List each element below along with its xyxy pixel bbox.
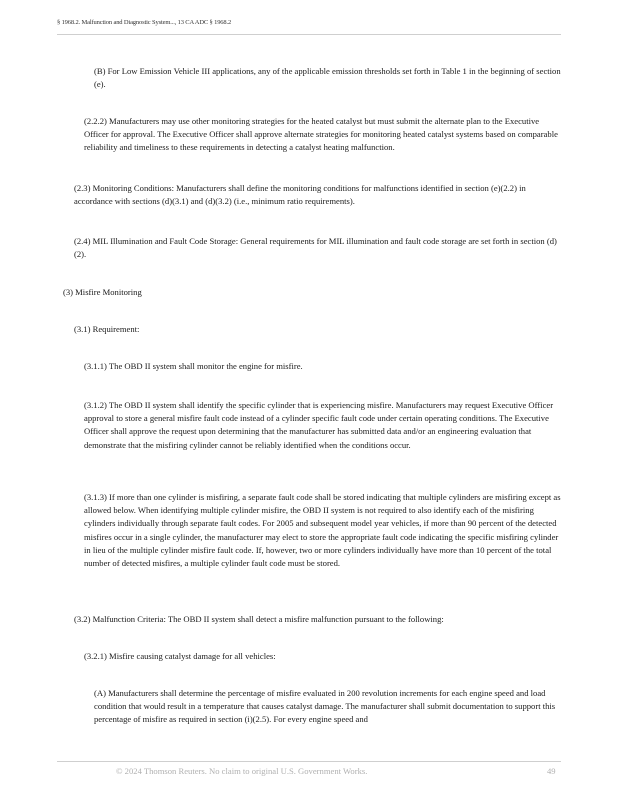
paragraph-e-3-2-1-a: (A) Manufacturers shall determine the percentage of misfire evaluated in 200 revolution increments for each engine speed and load condition that would result in a temperature that causes catalyst damage. The manufacturer shall submit documentation to support this percentage of misfire as required in section (i)(2.5). For every engine speed and [94, 688, 556, 725]
section-heading-misfire-monitoring: (3) Misfire Monitoring [63, 287, 142, 297]
paragraph-e-3-1-3: (3.1.3) If more than one cylinder is misfiring, a separate fault code shall be stored indicating that multiple cylinders are misfiring except as allowed below. When identifying multiple cylinder misfire, the OBD II system is not required to also identify each of the misfiring cylinders individually through separate fault codes. For 2005 and subsequent model year vehicles, if more than 90 percent of the detected misfires occur in a single cylinder, the manufacturer may elect to store the appropriate fault code indicating the specific misfiring cylinder in lieu of the multiple cylinder misfire fault code. If, however, two or more cylinders individually have more than 10 percent of the total number of detected misfires, a multiple cylinder fault code must be stored. [84, 492, 561, 569]
header-divider [57, 34, 561, 35]
paragraph-e-2-2-2: (2.2.2) Manufacturers may use other monitoring strategies for the heated catalyst but must submit the alternate plan to the Executive Officer for approval. The Executive Officer shall approve alternate strategies for monitoring heated catalyst systems based on comparable reliability and timeliness to these requirements in detecting a catalyst heating malfunction. [84, 116, 558, 153]
paragraph-e-3-1-1: (3.1.1) The OBD II system shall monitor the engine for misfire. [84, 361, 303, 371]
paragraph-e-2-2-1-b: (B) For Low Emission Vehicle III applications, any of the applicable emission thresholds set forth in Table 1 in the beginning of section (e). [94, 66, 561, 90]
page-number: 49 [547, 766, 556, 776]
paragraph-e-3-1: (3.1) Requirement: [74, 324, 140, 334]
paragraph-e-2-3: (2.3) Monitoring Conditions: Manufacturers shall define the monitoring conditions for malfunctions identified in section (e)(2.2) in accordance with sections (d)(3.1) and (d)(3.2) (i.e., minimum ratio requirements). [74, 183, 526, 207]
paragraph-e-3-2: (3.2) Malfunction Criteria: The OBD II system shall detect a misfire malfunction pursuant to the following: [74, 614, 444, 624]
paragraph-e-2-4: (2.4) MIL Illumination and Fault Code Storage: General requirements for MIL illumination and fault code storage are set forth in section (d)(2). [74, 236, 557, 260]
running-head: § 1968.2. Malfunction and Diagnostic System..., 13 CA ADC § 1968.2 [57, 19, 232, 26]
paragraph-e-3-1-2: (3.1.2) The OBD II system shall identify the specific cylinder that is experiencing misfire. Manufacturers may request Executive Officer approval to store a general misfire fault code instead of a cylinder specific fault code under certain operating conditions. The Executive Officer shall approve the request upon determining that the manufacturer has submitted data and/or an engineering evaluation that demonstrate that the misfiring cylinder cannot be reliably identified when the conditions occur. [84, 400, 554, 450]
footer-copyright: © 2024 Thomson Reuters. No claim to original U.S. Government Works. [116, 766, 368, 776]
footer-divider [57, 761, 561, 762]
paragraph-e-3-2-1: (3.2.1) Misfire causing catalyst damage for all vehicles: [84, 651, 276, 661]
